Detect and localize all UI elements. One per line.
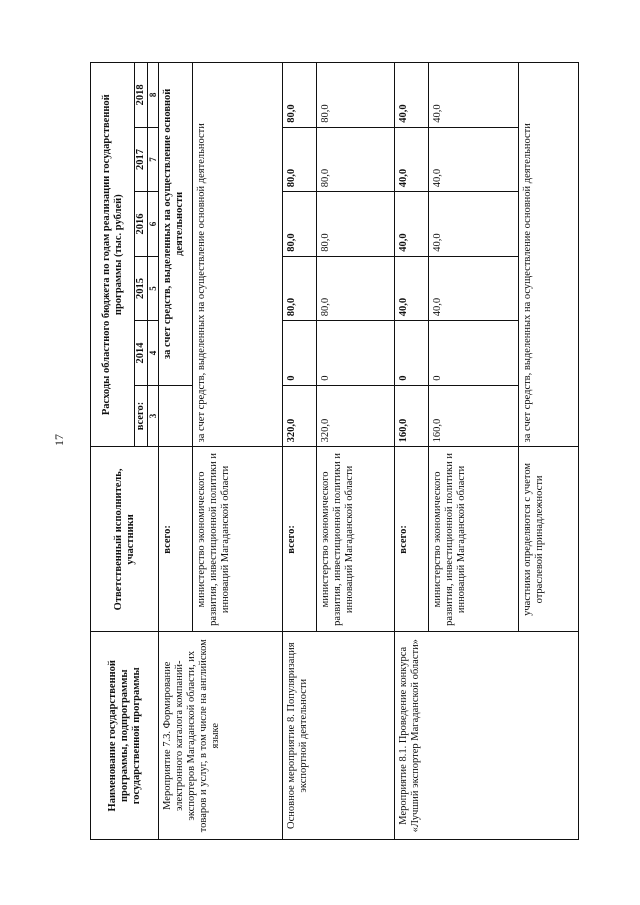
- row-m8-total-2017: 80,0: [283, 127, 317, 192]
- header-year-2016: 2016: [135, 192, 148, 257]
- row-m8-executor-name: министерство экономического развития, инвестиционной политики и инноваций Магаданской области: [317, 447, 395, 632]
- col-number-7: 7: [148, 127, 159, 192]
- row-m8-total-2018: 80,0: [283, 63, 317, 128]
- row-m8-name: Основное мероприятие 8. Популяризация экспортной деятельности: [283, 632, 395, 840]
- row-m8-exec-2017: 80,0: [317, 127, 395, 192]
- row-m8-total-2016: 80,0: [283, 192, 317, 257]
- row-m8-exec-2016: 80,0: [317, 192, 395, 257]
- header-year-2018: 2018: [135, 63, 148, 128]
- row-m8-total-2015: 80,0: [283, 256, 317, 321]
- row-m81-name: Мероприятие 8.1. Проведение конкурса «Лучший экспортер Магаданской области»: [395, 632, 579, 840]
- col-number-5: 5: [148, 256, 159, 321]
- row-m73-total-note: за счет средств, выделенных на осуществление основной деятельности: [159, 63, 193, 386]
- row-m81-exec-2015: 40,0: [429, 256, 519, 321]
- row-m8-exec-2014: 0: [317, 321, 395, 386]
- header-executor: Ответственный исполнитель, участники: [91, 447, 159, 632]
- row-m8-exec-all: 320,0: [317, 385, 395, 447]
- row-m81-participants-name: участники определяются с учетом отраслевой принадлежности: [519, 447, 579, 632]
- row-m73-executor-name: министерство экономического развития, инвестиционной политики и инноваций Магаданской области: [193, 447, 283, 632]
- row-m81-total-label: всего:: [395, 447, 429, 632]
- col-number-4: 4: [148, 321, 159, 386]
- row-m81-participants-note: за счет средств, выделенных на осуществление основной деятельности: [519, 63, 579, 447]
- row-m73-executor-note: за счет средств, выделенных на осуществление основной деятельности: [193, 63, 283, 447]
- row-m8-exec-2018: 80,0: [317, 63, 395, 128]
- row-m73-total-empty: [159, 385, 193, 447]
- row-m73-total-label: всего:: [159, 447, 193, 632]
- row-m81-exec-2016: 40,0: [429, 192, 519, 257]
- row-m81-total: [395, 63, 429, 840]
- row-m8-total-label: всего:: [283, 447, 317, 632]
- row-m8-exec-2015: 80,0: [317, 256, 395, 321]
- row-m81-total-2014: 0: [395, 321, 429, 386]
- row-m81-total-all: 160,0: [395, 385, 429, 447]
- row-m81-exec-2017: 40,0: [429, 127, 519, 192]
- row-m81-exec-2014: 0: [429, 321, 519, 386]
- row-m81-exec-2018: 40,0: [429, 63, 519, 128]
- header-row: [91, 63, 135, 840]
- col-number-3: 3: [148, 385, 159, 447]
- row-m8-total: [283, 63, 317, 840]
- row-m81-total-2017: 40,0: [395, 127, 429, 192]
- col-number-6: 6: [148, 192, 159, 257]
- header-year-2017: 2017: [135, 127, 148, 192]
- budget-table: [90, 62, 579, 840]
- row-m8-total-2014: 0: [283, 321, 317, 386]
- budget-table-sheet: [90, 62, 545, 840]
- row-m81-exec-all: 160,0: [429, 385, 519, 447]
- row-m73-total: [159, 63, 193, 840]
- row-m81-total-2015: 40,0: [395, 256, 429, 321]
- row-m81-executor-name: министерство экономического развития, инвестиционной политики и инноваций Магаданской области: [429, 447, 519, 632]
- header-name: Наименование государственной программы, подпрограммы государственной программы: [91, 632, 159, 840]
- row-m81-total-2016: 40,0: [395, 192, 429, 257]
- row-m8-total-all: 320,0: [283, 385, 317, 447]
- header-year-2015: 2015: [135, 256, 148, 321]
- row-m81-total-2018: 40,0: [395, 63, 429, 128]
- page-number: 17: [52, 434, 66, 446]
- header-total: всего:: [135, 385, 148, 447]
- row-m73-name: Мероприятие 7.3. Формирование электронного каталога компаний-экспортеров Магаданской области, их товаров и услуг, в том числе на английском языке: [159, 632, 283, 840]
- header-expenses: Расходы областного бюджета по годам реализации государственной программы (тыс. рублей): [91, 63, 135, 447]
- header-year-2014: 2014: [135, 321, 148, 386]
- col-number-8: 8: [148, 63, 159, 128]
